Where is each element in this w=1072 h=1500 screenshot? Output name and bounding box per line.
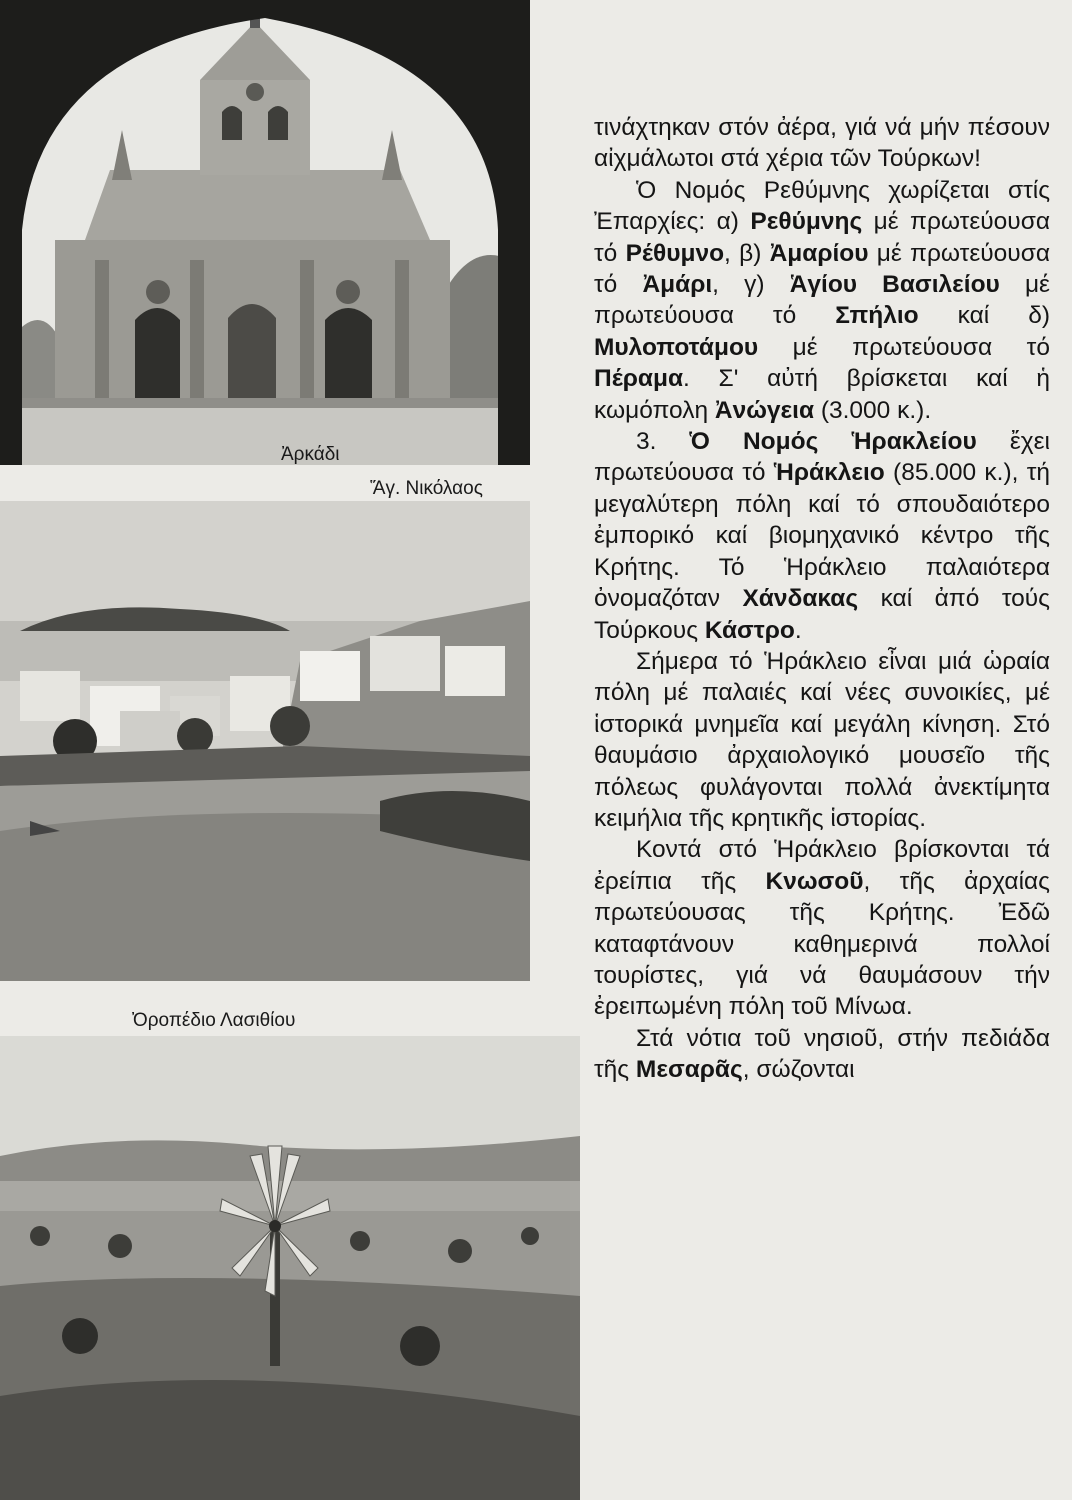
bold-term: Ἀμαρίου xyxy=(769,239,869,267)
text-run: Σήμερα τό Ἡράκλειο εἶναι μιά ὡραία πόλη μέ παλαιές καί νέες συνοικίες, μέ ἱστορικά μνημεῖα καί μεγάλη κίνηση. Στό θαυμάσιο ἀρχαιολογικό μουσεῖο τῆς πόλεως φυλάγονται πολλά ἀνεκτίμητα κειμήλια τῆς κρητικῆς ἱστορίας. xyxy=(594,647,1050,832)
body-text xyxy=(594,112,1050,1086)
paragraph xyxy=(594,112,1050,175)
bold-term: Ἀμάρι xyxy=(642,271,713,299)
text-run: τινάχτηκαν στόν ἀέρα, γιά νά μήν πέσουν αἰχμάλωτοι στά χέρια τῶν Τούρκων! xyxy=(594,114,1050,173)
paragraph xyxy=(594,1023,1050,1086)
text-run: ἔχει πρωτεύουσα τό xyxy=(594,428,1050,487)
photo-lasithi-plateau xyxy=(0,1036,580,1500)
bold-term: Ρέθυμνο xyxy=(625,239,725,267)
text-run: Ὁ Νομός Ρεθύμνης χωρίζεται στίς Ἐπαρχίες: α) xyxy=(594,176,1050,236)
bold-term: Σπήλιο xyxy=(835,302,919,330)
bold-term: Χάνδακας xyxy=(742,585,859,613)
text-run: . xyxy=(794,616,802,644)
text-run: μέ πρωτεύουσα τό xyxy=(758,333,1050,361)
text-run: Στά νότια τοῦ νησιοῦ, στήν πεδιάδα τῆς xyxy=(594,1024,1050,1084)
bold-term: Ἁγίου Βασιλείου xyxy=(789,271,1000,299)
bold-term: Ὁ Νομός Ἡρακλείου xyxy=(689,428,977,456)
text-run: Κοντά στό Ἡράκλειο βρίσκονται τά ἐρείπια τῆς xyxy=(594,836,1050,895)
text-run: 3. xyxy=(636,428,690,456)
text-run: , β) xyxy=(724,239,770,267)
paragraph xyxy=(594,646,1050,834)
text-run: (3.000 κ.). xyxy=(814,396,932,424)
photo-arkadi-monastery xyxy=(0,0,530,465)
text-run: μέ πρωτεύουσα τό xyxy=(594,271,1050,330)
text-run: (85.000 κ.), τή μεγαλύτερη πόλη καί τό σπουδαιότερο ἐμπορικό καί βιομηχανικό κέντρο τῆς Κρήτης. Τό Ἡράκλειο παλαιότερα ὀνομαζόταν xyxy=(594,459,1051,613)
bold-term: Ρεθύμνης xyxy=(750,208,863,236)
bold-term: Μυλοποτάμου xyxy=(594,333,759,361)
paragraph xyxy=(594,834,1050,1022)
text-run: , σώζονται xyxy=(742,1056,855,1084)
caption-arkadi: Ἀρκάδι xyxy=(281,444,340,465)
bold-term: Μεσαρᾶς xyxy=(635,1056,743,1084)
bold-term: Ἡράκλειο xyxy=(773,459,885,487)
text-run: καί δ) xyxy=(918,302,1050,330)
paragraph xyxy=(594,426,1050,646)
paragraph xyxy=(594,175,1050,426)
bold-term: Κνωσοῦ xyxy=(765,867,864,895)
bold-term: Κάστρο xyxy=(704,616,795,644)
text-run: μέ πρωτεύουσα τό xyxy=(594,239,1050,299)
bold-term: Πέραμα xyxy=(594,365,684,393)
caption-lasithi: Ὀροπέδιο Λασιθίου xyxy=(132,1010,296,1031)
bold-term: Ἀνώγεια xyxy=(714,396,815,424)
text-run: , τῆς ἀρχαίας πρωτεύουσας τῆς Κρήτης. Ἐδῶ καταφτάνουν καθημερινά πολλοί τουρίστες, γιά νά θαυμάσουν τήν ἐρειπωμένη πόλη τοῦ Μίνωα. xyxy=(594,867,1050,1021)
text-run: , γ) xyxy=(712,271,790,299)
text-run: . Σ' αὐτή βρίσκεται καί ἡ κωμόπολη xyxy=(594,365,1050,424)
text-run: μέ πρωτεύουσα τό xyxy=(594,208,1050,267)
caption-ag-nikolaos: Ἅγ. Νικόλαος xyxy=(370,478,483,499)
text-run: καί ἀπό τούς Τούρκους xyxy=(594,585,1050,644)
photo-agios-nikolaos xyxy=(0,501,530,981)
